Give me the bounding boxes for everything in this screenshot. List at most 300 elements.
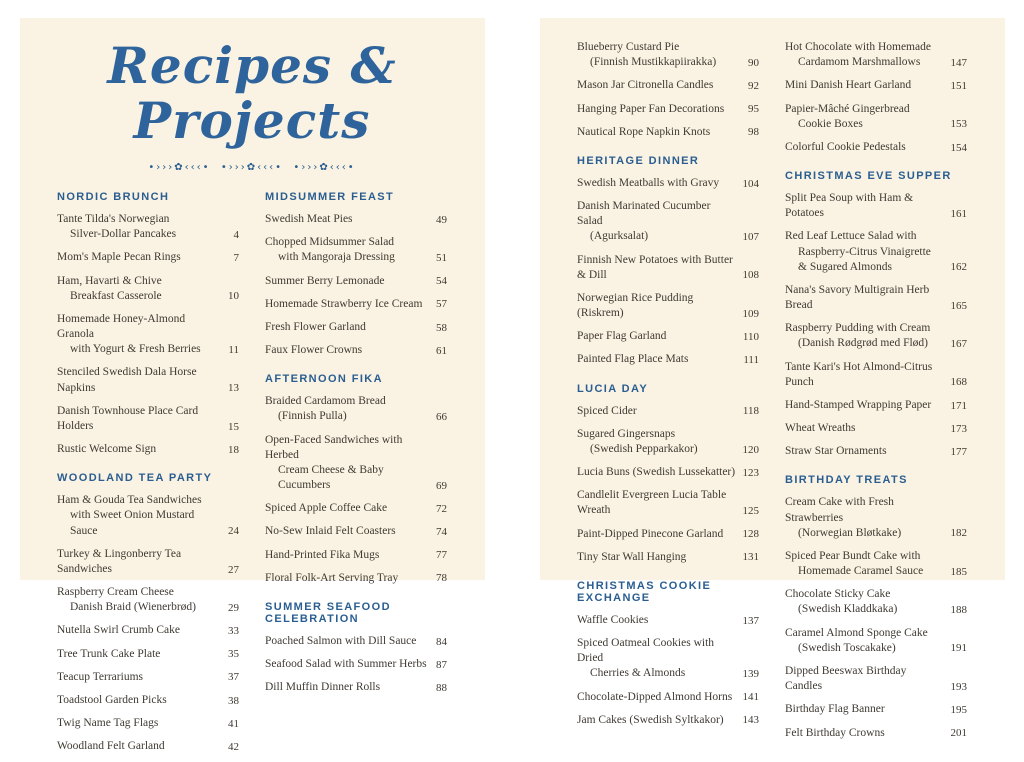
entry-title-line: Mini Danish Heart Garland [785,79,912,92]
toc-section [785,40,967,155]
entry-page-number: 107 [742,231,759,244]
entry-title-line: Swedish Meatballs with Gravy [577,176,720,189]
entry-title-line: Wheat Wreaths [785,422,856,435]
entry-title [57,623,222,638]
entry-page-number: 13 [228,382,239,395]
entry-page-number: 195 [950,703,967,716]
toc-entry [57,623,239,638]
entry-page-number: 41 [228,717,239,730]
toc-entry [577,40,759,70]
toc-entry [785,495,967,541]
toc-entry [57,716,239,731]
entry-page-number: 74 [436,526,447,539]
entry-title-line: Split Pea Soup with Ham & Potatoes [785,192,914,220]
entry-page-number: 61 [436,344,447,357]
entry-page-number: 58 [436,321,447,334]
entry-title-line: Danish Braid (Wienerbrød) [70,601,196,614]
entry-page-number: 120 [742,443,759,456]
section-heading: CHRISTMAS EVE SUPPER [785,170,952,183]
entry-title-line: Sugared Gingersnaps [577,427,676,440]
page-title: Recipes & Projects [107,36,397,150]
entry-title-line: Norwegian Rice Pudding (Riskrem) [577,291,694,320]
entry-title-line: Breakfast Casserole [70,289,162,302]
entry-page-number: 78 [436,572,447,585]
entry-title [265,634,430,649]
entry-title-line: (Norwegian Bløtkake) [798,526,902,539]
entry-title [57,739,222,754]
toc-entry [57,693,239,708]
entry-title [785,102,945,132]
entry-page-number: 54 [436,275,447,288]
section-heading: BIRTHDAY TREATS [785,474,908,487]
entry-title [265,657,430,672]
entry-title [265,501,430,516]
entry-title-line: Dill Muffin Dinner Rolls [265,681,381,694]
toc-entry [577,78,759,93]
entry-title-line: Hand-Stamped Wrapping Paper [785,398,932,411]
entry-page-number: 11 [228,343,239,356]
toc-entry [57,250,239,265]
entry-page-number: 104 [742,177,759,190]
section-heading: NORDIC BRUNCH [57,191,170,203]
entry-title [57,670,222,685]
entry-title [265,212,430,227]
entry-title [577,550,737,565]
entry-title [57,493,222,539]
entry-page-number: 125 [742,505,759,518]
entry-title [577,253,737,283]
entry-page-number: 118 [742,405,759,418]
toc-entry [577,636,759,682]
entry-title-line: Painted Flag Place Mats [577,353,689,366]
entry-page-number: 84 [436,635,447,648]
toc-entry [57,365,239,395]
entry-title-line: Tante Tilda's Norwegian [57,213,170,225]
entry-page-number: 27 [228,563,239,576]
entry-page-number: 66 [436,411,447,424]
toc-entry [785,726,967,741]
entry-title [57,312,222,358]
toc-entry [785,102,967,132]
entry-page-number: 168 [950,376,967,389]
entry-title [785,495,945,541]
toc-entry [785,140,967,155]
entry-title-line: Spiced Apple Coffee Cake [265,502,388,515]
entry-page-number: 15 [228,420,239,433]
entry-title-line: Finnish New Potatoes with Butter & Dill [577,253,733,281]
entry-title-line: Hot Chocolate with Homemade [785,41,931,53]
toc-entry [785,626,967,656]
entry-page-number: 77 [436,549,447,562]
toc-entry [577,352,759,367]
entry-title-line: Tiny Star Wall Hanging [577,550,687,563]
toc-entry [577,404,759,419]
toc-entry [785,283,967,313]
entry-title-line: Ham, Havarti & Chive [57,274,162,287]
entry-title [265,394,430,424]
entry-title-line: Cherries & Almonds [590,667,686,680]
entry-title-line: Jam Cakes (Swedish Syltkakor) [577,713,724,726]
entry-page-number: 69 [436,479,447,492]
entry-title-line: Homemade Honey-Almond Granola [57,312,186,341]
entry-title-line: Cardamom Marshmallows [798,56,921,69]
entry-title [785,664,945,694]
entry-title [785,587,945,617]
entry-page-number: 173 [950,422,967,435]
entry-title [57,547,222,577]
entry-title-line: (Swedish Toscakake) [798,641,896,654]
entry-title-line: (Swedish Pepparkakor) [590,442,698,455]
entry-title [577,465,737,480]
entry-page-number: 98 [748,126,759,139]
toc-entry [577,102,759,117]
entry-title-line: (Swedish Kladdkaka) [798,603,898,616]
toc-entry [577,176,759,191]
entry-title-line: Caramel Almond Sponge Cake [785,626,928,639]
entry-title-line: Waffle Cookies [577,613,649,626]
toc-section [577,155,759,368]
toc-entry [785,398,967,413]
entry-title-line: Red Leaf Lettuce Salad with [785,230,917,243]
entry-title [265,274,430,289]
entry-page-number: 7 [233,252,239,264]
entry-title-line: Tree Trunk Cake Plate [57,647,161,660]
toc-section [265,601,447,696]
toc-entry [57,212,239,242]
entry-title [785,421,945,436]
toc-section [57,191,239,457]
entry-title-line: Paint-Dipped Pinecone Garland [577,527,724,540]
toc-entry [577,253,759,283]
entry-title [57,716,222,731]
entry-title [57,442,222,457]
toc-entry [265,297,447,312]
toc-entry [785,360,967,390]
entry-title-line: Mason Jar Citronella Candles [577,79,714,92]
entry-page-number: 185 [950,565,967,578]
toc-entry [785,78,967,93]
entry-title-line: Raspberry Pudding with Cream [785,322,931,335]
entry-page-number: 72 [436,502,447,515]
entry-title [785,283,945,313]
entry-title [577,291,737,321]
toc-entry [577,291,759,321]
entry-page-number: 201 [950,727,967,740]
toc-entry [785,421,967,436]
toc-entry [265,235,447,265]
entry-title-line: with Mangoraja Dressing [278,251,395,264]
entry-title [785,549,945,579]
toc-section [265,373,447,586]
entry-title-line: Nutella Swirl Crumb Cake [57,624,180,637]
toc-entry [785,664,967,694]
toc-entry [577,329,759,344]
toc-entry [577,199,759,245]
entry-title [57,250,228,265]
toc-section [57,472,239,754]
entry-title [785,360,945,390]
entry-title [785,398,945,413]
entry-title [57,585,222,615]
entry-title-line: with Yogurt & Fresh Berries [70,343,201,356]
toc-section [785,170,967,459]
toc-section [785,474,967,740]
entry-title [577,176,737,191]
entry-title [785,78,945,93]
entry-page-number: 110 [742,330,759,343]
toc-entry [785,702,967,717]
entry-page-number: 188 [950,604,967,617]
entry-page-number: 108 [742,269,759,282]
entry-page-number: 128 [742,528,759,541]
entry-title [785,140,945,155]
entry-title-line: Danish Townhouse Place Card Holders [57,404,199,432]
entry-title [265,320,430,335]
toc-section [577,580,759,728]
entry-title [577,125,742,140]
entry-page-number: 154 [950,141,967,154]
entry-title [265,524,430,539]
toc-column [785,40,967,749]
toc-column [57,191,239,762]
right-page [540,18,1005,740]
entry-title-line: Homemade Strawberry Ice Cream [265,297,423,310]
entry-title-line: Cookie Boxes [798,117,863,130]
toc-entry [577,713,759,728]
entry-title-line: Hanging Paper Fan Decorations [577,102,725,115]
ornament-divider-icon: •›››✿‹‹‹• •›››✿‹‹‹• •›››✿‹‹‹• [148,162,356,173]
entry-title-line: Cream Cheese & Baby Cucumbers [278,463,384,492]
section-heading: LUCIA DAY [577,382,649,395]
entry-page-number: 141 [742,691,759,704]
toc-entry [57,312,239,358]
toc-entry [577,465,759,480]
entry-title [577,102,742,117]
entry-page-number: 95 [748,103,759,116]
entry-page-number: 10 [228,290,239,303]
toc-entry [265,394,447,424]
toc-entry [57,647,239,662]
entry-page-number: 42 [228,740,239,753]
toc-entry [57,547,239,577]
toc-entry [577,125,759,140]
entry-title-line: Raspberry Cream Cheese [57,586,174,599]
entry-page-number: 151 [950,80,967,92]
section-heading: MIDSUMMER FEAST [265,191,395,203]
entry-title [265,343,430,358]
entry-title [57,365,222,395]
section-heading: WOODLAND TEA PARTY [57,472,213,485]
entry-title-line: Cream Cake with Fresh Strawberries [785,496,894,524]
toc-entry [265,501,447,516]
entry-page-number: 191 [950,642,967,655]
toc-entry [785,549,967,579]
toc-entry [785,229,967,275]
entry-title [785,321,945,351]
entry-title-line: Papier-Mâché Gingerbread [785,102,910,115]
entry-title [785,444,945,459]
toc-section [265,191,447,358]
entry-title-line: Teacup Terrariums [57,670,143,683]
toc-entry [265,680,447,695]
entry-title [577,78,742,93]
toc-entry [265,433,447,494]
toc-entry [57,404,239,434]
entry-page-number: 87 [436,658,447,671]
entry-page-number: 182 [950,527,967,540]
toc-entry [785,40,967,70]
entry-title-line: Open-Faced Sandwiches with Herbed [265,433,403,461]
toc-entry [785,587,967,617]
toc-entry [577,427,759,457]
entry-title [57,693,222,708]
entry-title-line: Candlelit Evergreen Lucia Table Wreath [577,489,727,517]
entry-title-line: Dipped Beeswax Birthday Candles [785,664,907,693]
toc-entry [265,571,447,586]
toc-section [577,40,759,140]
entry-page-number: 35 [228,648,239,661]
entry-title [577,352,737,367]
toc-entry [57,442,239,457]
toc-entry [577,550,759,565]
entry-title [577,527,737,542]
left-page [20,18,485,753]
entry-title-line: Danish Marinated Cucumber Salad [577,200,711,228]
entry-title-line: Spiced Pear Bundt Cake with [785,549,921,562]
entry-page-number: 92 [748,80,759,92]
entry-page-number: 165 [950,299,967,312]
entry-title-line: Chopped Midsummer Salad [265,236,395,249]
entry-title-line: Ham & Gouda Tea Sandwiches [57,494,202,507]
entry-title-line: Hand-Printed Fika Mugs [265,548,380,561]
entry-title [57,274,222,304]
toc-entry [785,191,967,221]
entry-title-line: No-Sew Inlaid Felt Coasters [265,525,396,538]
toc-entry [57,739,239,754]
title-block [57,38,447,173]
entry-title-line: Chocolate Sticky Cake [785,588,891,601]
toc-entry [785,321,967,351]
entry-title-line: (Finnish Pulla) [278,410,347,423]
entry-title-line: Nana's Savory Multigrain Herb Bread [785,283,930,312]
entry-title-line: Mom's Maple Pecan Rings [57,251,181,264]
entry-page-number: 137 [742,614,759,627]
entry-title-line: (Agurksalat) [590,230,649,243]
entry-title-line: Birthday Flag Banner [785,703,885,716]
entry-page-number: 24 [228,525,239,538]
entry-page-number: 143 [742,714,759,727]
entry-title-line: Summer Berry Lemonade [265,274,385,287]
entry-title-line: Blueberry Custard Pie [577,41,680,53]
entry-title [265,548,430,563]
entry-title [57,404,222,434]
entry-title-line: Toadstool Garden Picks [57,693,167,706]
entry-page-number: 162 [950,261,967,274]
entry-title-line: Nautical Rope Napkin Knots [577,125,711,138]
entry-title [265,571,430,586]
entry-title-line: Felt Birthday Crowns [785,726,885,739]
entry-page-number: 153 [950,118,967,131]
entry-page-number: 167 [950,338,967,351]
toc-entry [265,634,447,649]
entry-page-number: 38 [228,694,239,707]
entry-title-line: Turkey & Lingonberry Tea Sandwiches [57,547,182,575]
entry-title [577,713,737,728]
entry-title-line: Spiced Oatmeal Cookies with Dried [577,637,715,665]
entry-page-number: 4 [233,228,239,241]
entry-title [265,235,430,265]
entry-title-line: Homemade Caramel Sauce [798,565,924,578]
entry-title [577,199,737,245]
entry-title [265,433,430,494]
toc-entry [57,493,239,539]
toc-entry [265,548,447,563]
entry-title [785,229,945,275]
section-heading: HERITAGE DINNER [577,154,700,167]
entry-page-number: 123 [742,466,759,479]
entry-title-line: Faux Flower Crowns [265,344,363,357]
toc-entry [265,343,447,358]
entry-title-line: Seafood Salad with Summer Herbs [265,658,427,671]
entry-title [265,297,430,312]
toc-entry [577,690,759,705]
entry-title-line: with Sweet Onion Mustard Sauce [70,509,195,537]
toc-entry [57,670,239,685]
entry-title [265,680,430,695]
entry-page-number: 111 [743,354,759,367]
toc-entry [265,524,447,539]
toc-column [265,191,447,762]
entry-title-line: Rustic Welcome Sign [57,443,157,456]
entry-title [577,613,737,628]
entry-title [577,329,737,344]
toc-entry [265,657,447,672]
toc-entry [57,274,239,304]
entry-page-number: 57 [436,298,447,311]
entry-title-line: Woodland Felt Garland [57,740,165,753]
entry-title-line: Swedish Meat Pies [265,213,353,225]
right-page-columns [577,40,967,749]
section-heading: CHRISTMAS COOKIE EXCHANGE [577,579,712,604]
entry-page-number: 139 [742,668,759,681]
entry-title-line: Paper Flag Garland [577,330,667,343]
toc-entry [57,585,239,615]
entry-title [57,212,228,242]
entry-title-line: & Sugared Almonds [798,260,892,273]
section-heading: AFTERNOON FIKA [265,373,383,386]
toc-section [577,383,759,565]
entry-title-line: Poached Salmon with Dill Sauce [265,634,417,647]
left-page-columns [57,191,447,762]
entry-page-number: 88 [436,681,447,694]
entry-title [785,191,945,221]
entry-page-number: 49 [436,213,447,226]
entry-title-line: Stenciled Swedish Dala Horse Napkins [57,366,197,394]
entry-title-line: Colorful Cookie Pedestals [785,140,906,153]
entry-title-line: Raspberry-Citrus Vinaigrette [798,245,931,258]
entry-title-line: Silver-Dollar Pancakes [70,228,177,241]
entry-title [785,702,945,717]
entry-title-line: Fresh Flower Garland [265,320,366,333]
entry-title [785,726,945,741]
toc-entry [265,212,447,227]
entry-title [785,40,945,70]
entry-title-line: Chocolate-Dipped Almond Horns [577,690,733,703]
toc-column [577,40,759,749]
entry-page-number: 171 [950,399,967,412]
entry-title [577,636,737,682]
entry-page-number: 193 [950,680,967,693]
